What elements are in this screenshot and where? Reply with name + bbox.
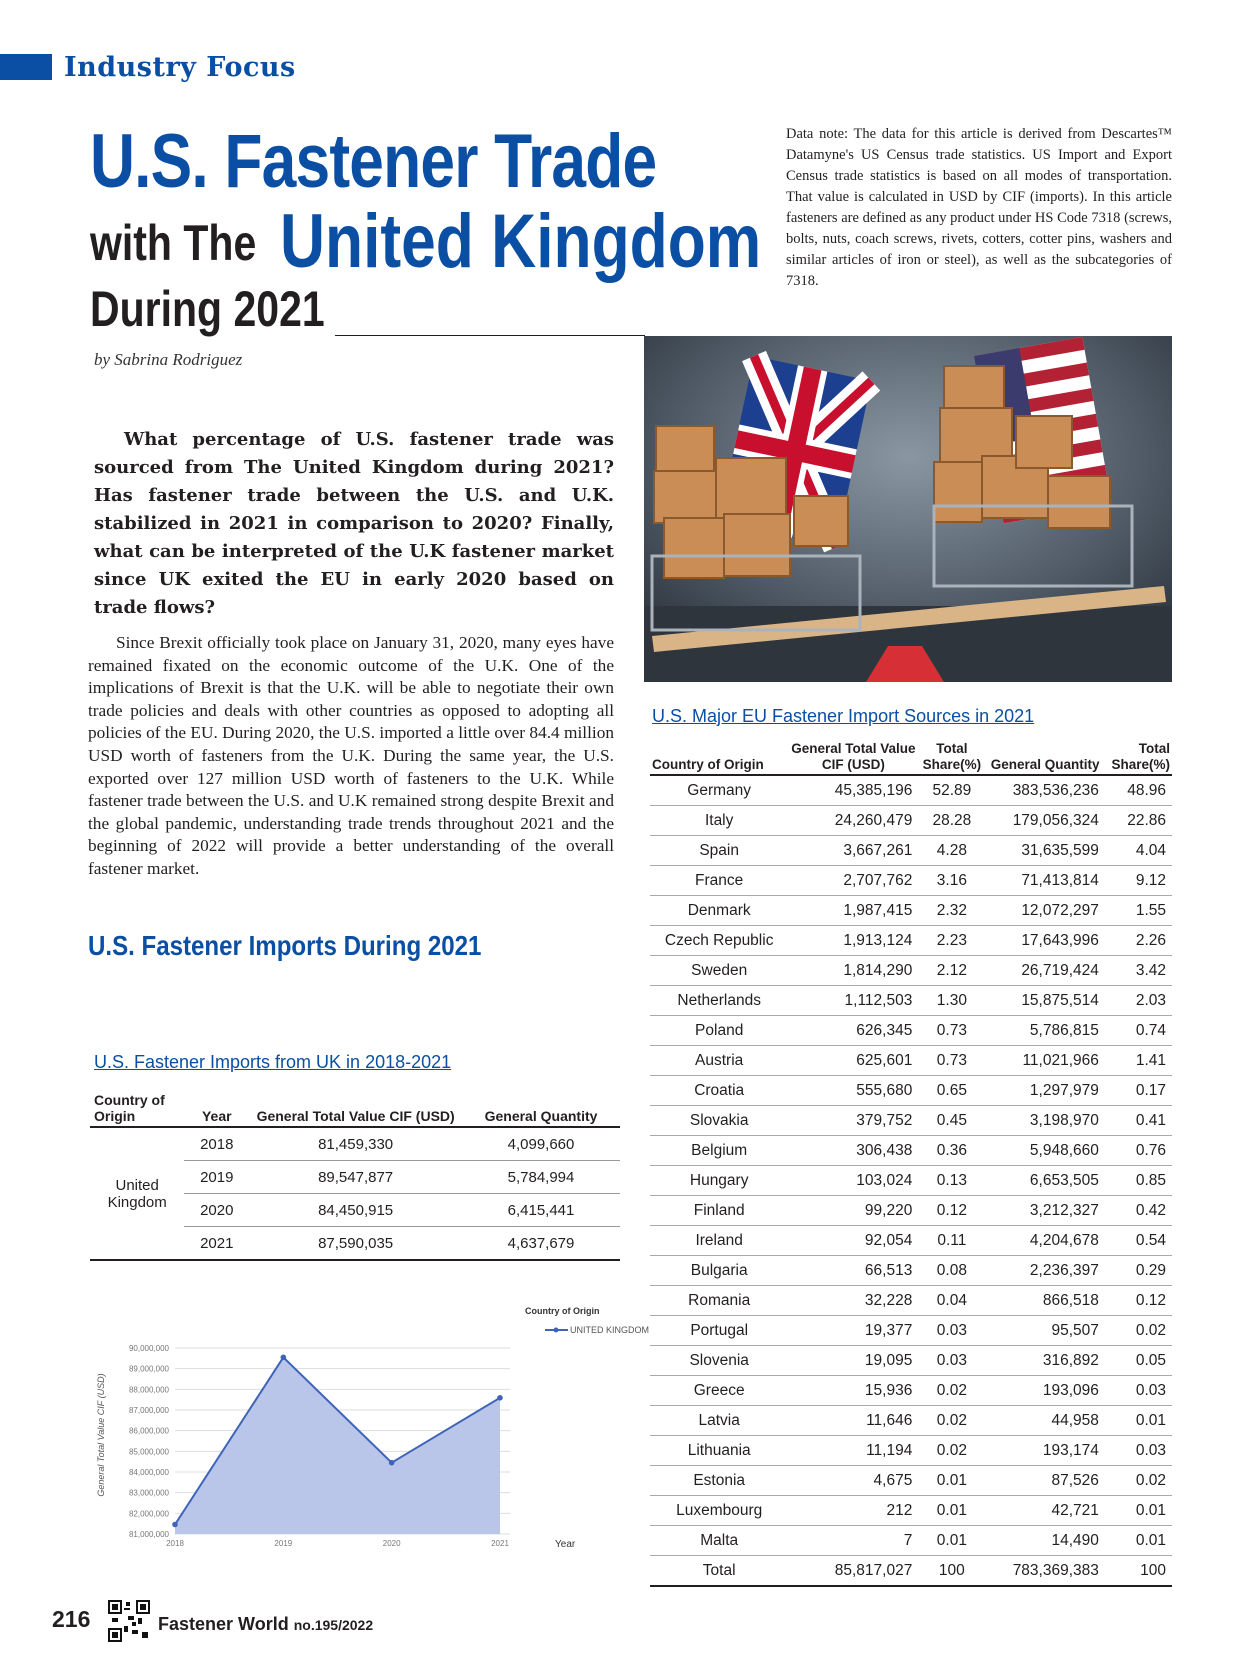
eu-qty-share-cell: 9.12 — [1105, 866, 1172, 896]
section-color-bar — [0, 54, 52, 80]
eu-value-cell: 103,024 — [788, 1166, 918, 1196]
eu-share-cell: 0.45 — [918, 1106, 985, 1136]
eu-share-cell: 0.65 — [918, 1076, 985, 1106]
uk-qty-cell: 6,415,441 — [462, 1194, 620, 1227]
eu-share-cell: 3.16 — [918, 866, 985, 896]
table-row — [90, 1127, 620, 1161]
section-heading: U.S. Fastener Imports During 2021 — [88, 930, 482, 961]
magazine-title: Fastener World — [158, 1614, 289, 1634]
eu-qty-share-cell: 1.41 — [1105, 1046, 1172, 1076]
eu-qty-share-cell: 2.03 — [1105, 986, 1172, 1016]
eu-country-cell: Greece — [650, 1376, 788, 1406]
eu-share-cell: 0.02 — [918, 1406, 985, 1436]
eu-value-cell: 2,707,762 — [788, 866, 918, 896]
eu-country-cell: Luxembourg — [650, 1496, 788, 1526]
eu-value-cell: 92,054 — [788, 1226, 918, 1256]
table-row — [650, 1286, 1172, 1316]
table-row — [650, 896, 1172, 926]
eu-qty-cell: 11,021,966 — [985, 1046, 1104, 1076]
eu-share-cell: 0.73 — [918, 1046, 985, 1076]
uk-header-value: General Total Value CIF (USD) — [249, 1090, 462, 1127]
eu-qty-share-cell: 0.76 — [1105, 1136, 1172, 1166]
eu-qty-cell: 17,643,996 — [985, 926, 1104, 956]
uk-imports-table — [90, 1090, 620, 1261]
eu-qty-share-cell: 0.01 — [1105, 1406, 1172, 1436]
eu-qty-cell: 31,635,599 — [985, 836, 1104, 866]
legend-label-line: UNITED KINGDOM — [570, 1325, 650, 1335]
eu-header-qty: General Quantity — [985, 740, 1104, 775]
eu-qty-share-cell: 0.54 — [1105, 1226, 1172, 1256]
eu-country-cell: Croatia — [650, 1076, 788, 1106]
eu-country-cell: Poland — [650, 1016, 788, 1046]
eu-qty-cell: 14,490 — [985, 1526, 1104, 1556]
table-row — [650, 1406, 1172, 1436]
eu-value-cell: 15,936 — [788, 1376, 918, 1406]
eu-qty-cell: 12,072,297 — [985, 896, 1104, 926]
eu-qty-cell: 193,096 — [985, 1376, 1104, 1406]
table-row — [650, 1016, 1172, 1046]
chart-data-point — [389, 1460, 395, 1466]
eu-qty-cell: 5,948,660 — [985, 1136, 1104, 1166]
eu-share-cell: 1.30 — [918, 986, 985, 1016]
uk-value-cell: 84,450,915 — [249, 1194, 462, 1227]
eu-qty-cell: 193,174 — [985, 1436, 1104, 1466]
eu-qty-share-cell: 0.29 — [1105, 1256, 1172, 1286]
eu-country-cell: Denmark — [650, 896, 788, 926]
eu-qty-share-cell: 0.05 — [1105, 1346, 1172, 1376]
eu-value-cell: 306,438 — [788, 1136, 918, 1166]
uk-table-caption: U.S. Fastener Imports from UK in 2018-2021 — [94, 1052, 452, 1072]
eu-qty-share-cell: 0.12 — [1105, 1286, 1172, 1316]
eu-share-cell: 0.73 — [918, 1016, 985, 1046]
eu-qty-share-cell: 0.03 — [1105, 1376, 1172, 1406]
chart-legend-marker — [554, 1328, 559, 1333]
eu-value-cell: 11,194 — [788, 1436, 918, 1466]
eu-country-cell: Bulgaria — [650, 1256, 788, 1286]
eu-value-cell: 625,601 — [788, 1046, 918, 1076]
eu-qty-share-cell: 0.85 — [1105, 1166, 1172, 1196]
eu-country-cell: Estonia — [650, 1466, 788, 1496]
eu-header-share1: Total Share(%) — [918, 740, 985, 775]
eu-country-cell: France — [650, 866, 788, 896]
eu-qty-share-cell: 0.41 — [1105, 1106, 1172, 1136]
eu-share-cell: 0.11 — [918, 1226, 985, 1256]
eu-share-cell: 2.12 — [918, 956, 985, 986]
eu-country-cell: Austria — [650, 1046, 788, 1076]
chart-y-tick-label: 82,000,000 — [128, 1509, 169, 1519]
eu-value-cell: 45,385,196 — [788, 775, 918, 806]
chart-x-axis-label: Year — [555, 1539, 576, 1550]
eu-qty-share-cell: 0.03 — [1105, 1436, 1172, 1466]
eu-value-cell: 212 — [788, 1496, 918, 1526]
eu-share-cell: 0.13 — [918, 1166, 985, 1196]
table-row — [650, 1316, 1172, 1346]
table-row — [650, 1046, 1172, 1076]
table-row — [650, 1166, 1172, 1196]
eu-qty-share-cell: 100 — [1105, 1556, 1172, 1587]
eu-qty-cell: 6,653,505 — [985, 1166, 1104, 1196]
eu-value-cell: 1,913,124 — [788, 926, 918, 956]
eu-country-cell: Malta — [650, 1526, 788, 1556]
eu-value-cell: 1,814,290 — [788, 956, 918, 986]
eu-value-cell: 626,345 — [788, 1016, 918, 1046]
body-paragraph: Since Brexit officially took place on January 31, 2020, many eyes have remained fixated on the economic outcome of the U.K. One of the implications of Brexit is that the U.K. will be able to negotiate their own trade policies and deals with other countries as opposed to adopting all policies of the EU. During 2020, the U.S. imported a little over 84.4 million USD worth of fasteners from the U.K. During the same year, the U.S. exported over 127 million USD worth of fasteners to the U.K. While fastener trade between the U.S. and U.K remained strong despite Brexit and the global pandemic, understanding trade trends throughout 2021 and the beginning of 2022 will provide a better understanding of the overall fastener market. — [88, 633, 614, 878]
table-row — [650, 836, 1172, 866]
eu-qty-cell: 95,507 — [985, 1316, 1104, 1346]
eu-qty-share-cell: 0.17 — [1105, 1076, 1172, 1106]
table-row — [650, 1346, 1172, 1376]
eu-country-cell: Lithuania — [650, 1436, 788, 1466]
chart-legend-label — [570, 1325, 649, 1335]
table-row — [650, 806, 1172, 836]
eu-header-share2: Total Share(%) — [1105, 740, 1172, 775]
uk-year-cell: 2018 — [184, 1127, 249, 1161]
eu-header-value: General Total Value CIF (USD) — [788, 740, 918, 775]
chart-y-axis-label: General Total Value CIF (USD) — [96, 1373, 106, 1497]
eu-share-cell: 100 — [918, 1556, 985, 1587]
uk-header-qty: General Quantity — [462, 1090, 620, 1127]
chart-y-tick-label: 83,000,000 — [128, 1488, 169, 1498]
qr-code-icon — [108, 1600, 150, 1642]
uk-value-cell: 81,459,330 — [249, 1127, 462, 1161]
eu-qty-share-cell: 0.02 — [1105, 1316, 1172, 1346]
magazine-issue: no.195/2022 — [293, 1617, 374, 1633]
eu-share-cell: 0.01 — [918, 1526, 985, 1556]
uk-header-country: Country of Origin — [90, 1090, 184, 1127]
eu-share-cell: 0.01 — [918, 1496, 985, 1526]
eu-country-cell: Romania — [650, 1286, 788, 1316]
eu-country-cell: Slovakia — [650, 1106, 788, 1136]
eu-qty-cell: 1,297,979 — [985, 1076, 1104, 1106]
eu-share-cell: 2.32 — [918, 896, 985, 926]
eu-qty-share-cell: 4.04 — [1105, 836, 1172, 866]
table-row — [650, 986, 1172, 1016]
chart-data-point — [172, 1522, 178, 1528]
title-underline — [335, 335, 645, 336]
table-row — [650, 1526, 1172, 1556]
chart-y-tick-label: 85,000,000 — [128, 1447, 169, 1457]
eu-country-cell: Ireland — [650, 1226, 788, 1256]
table-row — [650, 1076, 1172, 1106]
table-row — [650, 1106, 1172, 1136]
table-row — [650, 956, 1172, 986]
page-number: 216 — [52, 1606, 91, 1632]
chart-y-tick-label: 84,000,000 — [128, 1468, 169, 1477]
chart-x-tick-label: 2021 — [491, 1539, 509, 1548]
chart-y-tick-label: 86,000,000 — [128, 1426, 169, 1436]
eu-share-cell: 52.89 — [918, 775, 985, 806]
eu-qty-share-cell: 2.26 — [1105, 926, 1172, 956]
uk-header-year: Year — [184, 1090, 249, 1127]
section-label: Industry Focus — [64, 52, 296, 83]
eu-value-cell: 24,260,479 — [788, 806, 918, 836]
eu-imports-table — [650, 740, 1172, 1587]
eu-qty-cell: 26,719,424 — [985, 956, 1104, 986]
eu-country-cell: Belgium — [650, 1136, 788, 1166]
table-row — [650, 926, 1172, 956]
eu-total-row — [650, 1556, 1172, 1587]
eu-value-cell: 11,646 — [788, 1406, 918, 1436]
eu-country-cell: Slovenia — [650, 1346, 788, 1376]
eu-value-cell: 4,675 — [788, 1466, 918, 1496]
eu-country-cell: Sweden — [650, 956, 788, 986]
eu-qty-share-cell: 1.55 — [1105, 896, 1172, 926]
eu-qty-cell: 316,892 — [985, 1346, 1104, 1376]
eu-qty-cell: 44,958 — [985, 1406, 1104, 1436]
chart-y-tick-label: 87,000,000 — [128, 1406, 169, 1415]
eu-country-cell: Finland — [650, 1196, 788, 1226]
eu-share-cell: 0.08 — [918, 1256, 985, 1286]
eu-value-cell: 1,987,415 — [788, 896, 918, 926]
eu-country-cell: Netherlands — [650, 986, 788, 1016]
eu-qty-cell: 2,236,397 — [985, 1256, 1104, 1286]
table-row — [650, 1436, 1172, 1466]
table-row — [650, 1376, 1172, 1406]
eu-value-cell: 3,667,261 — [788, 836, 918, 866]
title-line-2b: United Kingdom — [280, 199, 762, 284]
eu-value-cell: 99,220 — [788, 1196, 918, 1226]
title-line-1: U.S. Fastener Trade — [90, 119, 657, 204]
eu-country-cell: Hungary — [650, 1166, 788, 1196]
table-row — [650, 1136, 1172, 1166]
eu-header-country: Country of Origin — [650, 740, 788, 775]
eu-qty-cell: 4,204,678 — [985, 1226, 1104, 1256]
eu-share-cell: 0.02 — [918, 1436, 985, 1466]
eu-qty-cell: 15,875,514 — [985, 986, 1104, 1016]
byline: by Sabrina Rodriguez — [94, 350, 243, 369]
uk-year-cell: 2020 — [184, 1194, 249, 1227]
data-note: Data note: The data for this article is derived from Descartes™ Datamyne's US Census trade statistics. US Import and Export Census trade statistics is based on all modes of transportation. That value is calculated in USD by CIF (imports). In this article fasteners are defined as any product under HS Code 7318 (screws, bolts, nuts, coach screws, rivets, cotters, cotter pins, washers and similar articles of iron or steel), as well as the subcategories of 7318. — [786, 126, 1172, 289]
chart-y-tick-label: 90,000,000 — [128, 1344, 169, 1353]
chart-x-tick-label: 2019 — [274, 1539, 293, 1548]
chart-y-tick-label: 89,000,000 — [128, 1364, 169, 1374]
eu-value-cell: 32,228 — [788, 1286, 918, 1316]
uk-year-cell: 2021 — [184, 1227, 249, 1261]
table-row — [650, 1256, 1172, 1286]
eu-country-cell: Latvia — [650, 1406, 788, 1436]
eu-share-cell: 0.03 — [918, 1316, 985, 1346]
chart-area-fill — [175, 1357, 500, 1534]
eu-value-cell: 19,377 — [788, 1316, 918, 1346]
title-line-3: During 2021 — [90, 281, 325, 337]
eu-qty-share-cell: 48.96 — [1105, 775, 1172, 806]
eu-share-cell: 0.03 — [918, 1346, 985, 1376]
table-row — [650, 1226, 1172, 1256]
eu-value-cell: 379,752 — [788, 1106, 918, 1136]
table-row — [650, 775, 1172, 806]
uk-qty-cell: 4,099,660 — [462, 1127, 620, 1161]
eu-qty-share-cell: 0.02 — [1105, 1466, 1172, 1496]
uk-country-cell: United Kingdom — [90, 1127, 184, 1260]
eu-qty-cell: 5,786,815 — [985, 1016, 1104, 1046]
eu-qty-share-cell: 0.01 — [1105, 1496, 1172, 1526]
eu-share-cell: 0.02 — [918, 1376, 985, 1406]
uk-imports-area-chart — [90, 1300, 650, 1570]
eu-country-cell: Total — [650, 1556, 788, 1587]
eu-qty-share-cell: 0.01 — [1105, 1526, 1172, 1556]
table-row — [650, 1466, 1172, 1496]
table-row — [650, 1196, 1172, 1226]
chart-y-tick-label: 81,000,000 — [128, 1530, 169, 1539]
chart-y-tick-label: 88,000,000 — [128, 1385, 169, 1395]
eu-qty-share-cell: 0.42 — [1105, 1196, 1172, 1226]
eu-value-cell: 555,680 — [788, 1076, 918, 1106]
uk-value-cell: 89,547,877 — [249, 1161, 462, 1194]
table-row — [650, 1496, 1172, 1526]
chart-data-point — [497, 1395, 503, 1401]
uk-value-cell: 87,590,035 — [249, 1227, 462, 1261]
table-row — [650, 866, 1172, 896]
eu-qty-share-cell: 22.86 — [1105, 806, 1172, 836]
eu-share-cell: 0.12 — [918, 1196, 985, 1226]
eu-table-caption: U.S. Major EU Fastener Import Sources in 2021 — [652, 706, 1035, 726]
eu-qty-cell: 3,212,327 — [985, 1196, 1104, 1226]
eu-share-cell: 0.04 — [918, 1286, 985, 1316]
chart-x-tick-label: 2020 — [382, 1539, 401, 1548]
eu-share-cell: 0.36 — [918, 1136, 985, 1166]
intro-paragraph: What percentage of U.S. fastener trade was sourced from The United Kingdom during 2021? Has fastener trade between the U.S. and U.K. stabilized in 2021 in comparison to 2020? Finally, what can be interpreted of the U.K fastener market since UK exited the EU in early 2020 based on trade flows? — [94, 429, 614, 618]
eu-country-cell: Portugal — [650, 1316, 788, 1346]
uk-year-cell: 2019 — [184, 1161, 249, 1194]
eu-qty-cell: 71,413,814 — [985, 866, 1104, 896]
eu-qty-cell: 3,198,970 — [985, 1106, 1104, 1136]
eu-share-cell: 4.28 — [918, 836, 985, 866]
eu-country-cell: Spain — [650, 836, 788, 866]
eu-qty-cell: 42,721 — [985, 1496, 1104, 1526]
eu-qty-cell: 866,518 — [985, 1286, 1104, 1316]
uk-qty-cell: 5,784,994 — [462, 1161, 620, 1194]
eu-country-cell: Czech Republic — [650, 926, 788, 956]
eu-qty-cell: 383,536,236 — [985, 775, 1104, 806]
magazine-name — [158, 1614, 373, 1635]
eu-qty-share-cell: 3.42 — [1105, 956, 1172, 986]
eu-country-cell: Germany — [650, 775, 788, 806]
eu-qty-share-cell: 0.74 — [1105, 1016, 1172, 1046]
eu-share-cell: 2.23 — [918, 926, 985, 956]
uk-qty-cell: 4,637,679 — [462, 1227, 620, 1261]
eu-share-cell: 28.28 — [918, 806, 985, 836]
eu-value-cell: 66,513 — [788, 1256, 918, 1286]
chart-legend-title: Country of Origin — [525, 1306, 600, 1316]
chart-data-point — [281, 1355, 287, 1361]
eu-qty-cell: 179,056,324 — [985, 806, 1104, 836]
eu-value-cell: 19,095 — [788, 1346, 918, 1376]
eu-qty-cell: 783,369,383 — [985, 1556, 1104, 1587]
eu-country-cell: Italy — [650, 806, 788, 836]
eu-value-cell: 7 — [788, 1526, 918, 1556]
chart-x-tick-label: 2018 — [166, 1539, 184, 1548]
eu-share-cell: 0.01 — [918, 1466, 985, 1496]
eu-qty-cell: 87,526 — [985, 1466, 1104, 1496]
trade-balance-photo — [644, 336, 1172, 682]
eu-value-cell: 1,112,503 — [788, 986, 918, 1016]
title-line-2a: with The — [90, 215, 257, 271]
eu-value-cell: 85,817,027 — [788, 1556, 918, 1587]
